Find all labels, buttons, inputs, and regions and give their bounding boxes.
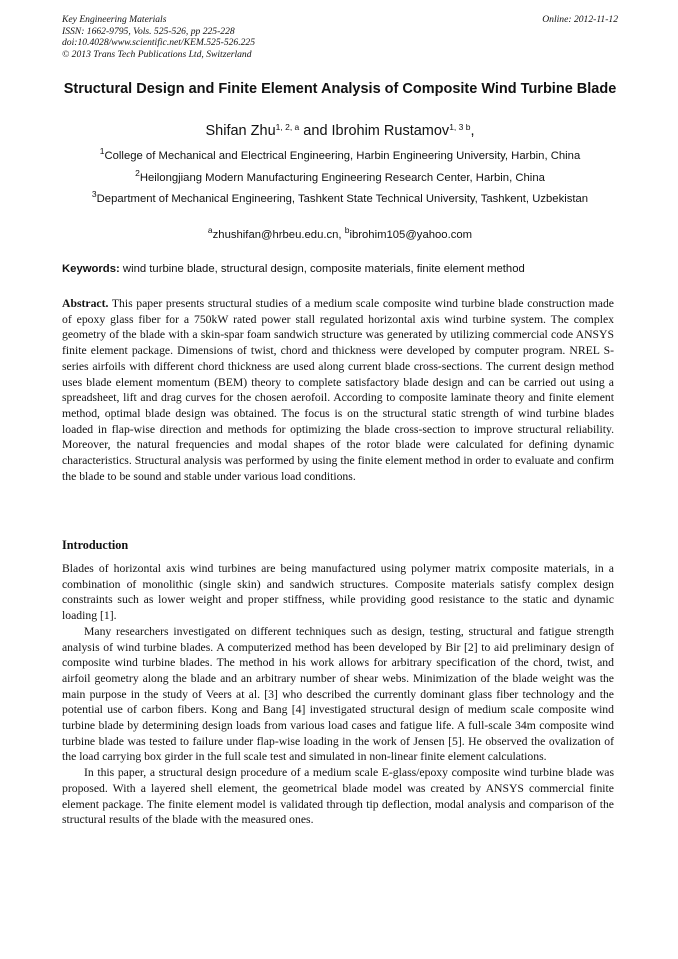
author-line-trailing-comma: , [470, 123, 475, 139]
journal-header [62, 14, 618, 60]
affiliation-2 [62, 168, 618, 186]
issn-line: ISSN: 1662-9795, Vols. 525-526, pp 225-228 [62, 25, 235, 37]
abstract [62, 296, 614, 484]
affiliation-2-text: Heilongjiang Modern Manufacturing Engineering Research Center, Harbin, China [139, 172, 545, 184]
affiliation-1-text: College of Mechanical and Electrical Engineering, Harbin Engineering University, Harbin, China [104, 150, 581, 162]
journal-name: Key Engineering Materials [62, 14, 167, 25]
intro-paragraph-2: Many researchers investigated on different techniques such as design, testing, structural and fatigue strength analysis of wind turbine blades. A computerized method has been developed by Bir [2] to aid preliminary design of composite wind turbine blades. The method in his work allows for arbitrary specification of the chord, twist, and airfoil geometry along the blade and an arbitrary number of shear webs. Minimization of the blade weight was the main purpose in the study of Veers at al. [3] who described the currently dominant glass fiber technology and the potential use of carbon fibers. Kong and Bang [4] investigated structural design of medium scale composite wind turbine blade by determining design loads from various load cases and fatigue life. A full-scale 34m composite wind turbine blade was tested to failure under flap-wise loading in the work of Jensen [5]. He observed the ovalization of the load carrying box girder in the full scale test and simulated in non-linear finite element calculations. [62, 624, 614, 764]
author-conjunction: and [299, 123, 332, 139]
affiliation-3-mark: 3 [91, 189, 97, 199]
email-a-mark: a [207, 225, 213, 235]
author-1-affiliation-marks: 1, 2, a [275, 122, 300, 132]
keywords-label: Keywords: [62, 263, 120, 275]
abstract-text: This paper presents structural studies of a medium scale composite wind turbine blade construction made of epoxy glass fiber for a 750kW rated power stall regulated horizontal axis wind turbine system. The complex geometry of the blade with a skin-spar foam sandwich structure was generated by utilizing commercial code ANSYS finite element package. Dimensions of twist, chord and thickness were developed by computer program. NREL S-series airfoils with different chord thickness are used along current blade cross-sections. The current design method uses blade element momentum (BEM) theory to complete satisfactory blade design and can be carried out using a spreadsheet, lift and drag curves for the chosen aerofoil. According to composite laminate theory and finite element method, optimal blade design was obtained. The focus is on the structural static strength of wind turbine blades loaded in flap-wise direction and methods for optimizing the blade cross-section to improve structural reliability. Moreover, the natural frequencies and modal shapes of the rotor blade were calculated for defining dynamic characteristics. Structural analysis was performed by using the finite element method in order to evaluate and confirm the blade to be sound and stable under various load conditions. [62, 297, 614, 483]
affiliation-3-text: Department of Mechanical Engineering, Tashkent State Technical University, Tashkent, Uzbekistan [96, 193, 589, 205]
intro-paragraph-1: Blades of horizontal axis wind turbines are being manufactured using polymer matrix composite materials, in a combination of monolithic (single skin) and sandwich structures. Composite materials satisfy complex design constraints such as lower weight and proper stiffness, while providing good resistance to the static and dynamic loading [1]. [62, 562, 614, 623]
online-date: Online: 2012-11-12 [542, 14, 618, 25]
affiliation-1-mark: 1 [99, 146, 105, 156]
author-2-name: Ibrohim Rustamov [331, 123, 450, 139]
affiliation-3 [80, 189, 600, 207]
affiliation-1 [62, 146, 618, 164]
intro-paragraph-3: In this paper, a structural design procedure of a medium scale E-glass/epoxy composite wind turbine blade was proposed. With a layered shell element, the geometrical blade model was created by ANSYS commercial finite element package. The finite element model is validated through tip deflection, modal analysis and comparison of the structural results of the blade with the measured ones. [62, 766, 614, 827]
doi-line: doi:10.4028/www.scientific.net/KEM.525-526.225 [62, 37, 256, 49]
copyright-line: © 2013 Trans Tech Publications Ltd, Switzerland [62, 48, 252, 60]
author-line [62, 123, 618, 139]
introduction-body [62, 561, 614, 828]
introduction-heading: Introduction [62, 538, 129, 552]
keywords-text: wind turbine blade, structural design, composite materials, finite element method [122, 263, 525, 275]
email-b: ibrohim105@yahoo.com [349, 229, 473, 241]
email-b-mark: b [344, 225, 350, 235]
author-2-affiliation-marks: 1, 3 b [449, 122, 471, 132]
author-1-name: Shifan Zhu [205, 123, 276, 139]
keywords [62, 262, 622, 277]
email-a: zhushifan@hrbeu.edu.cn, [212, 229, 342, 241]
paper-title: Structural Design and Finite Element Analysis of Composite Wind Turbine Blade [63, 81, 617, 97]
email-line [62, 225, 618, 243]
abstract-label: Abstract. [62, 297, 109, 310]
affiliation-2-mark: 2 [135, 168, 140, 178]
